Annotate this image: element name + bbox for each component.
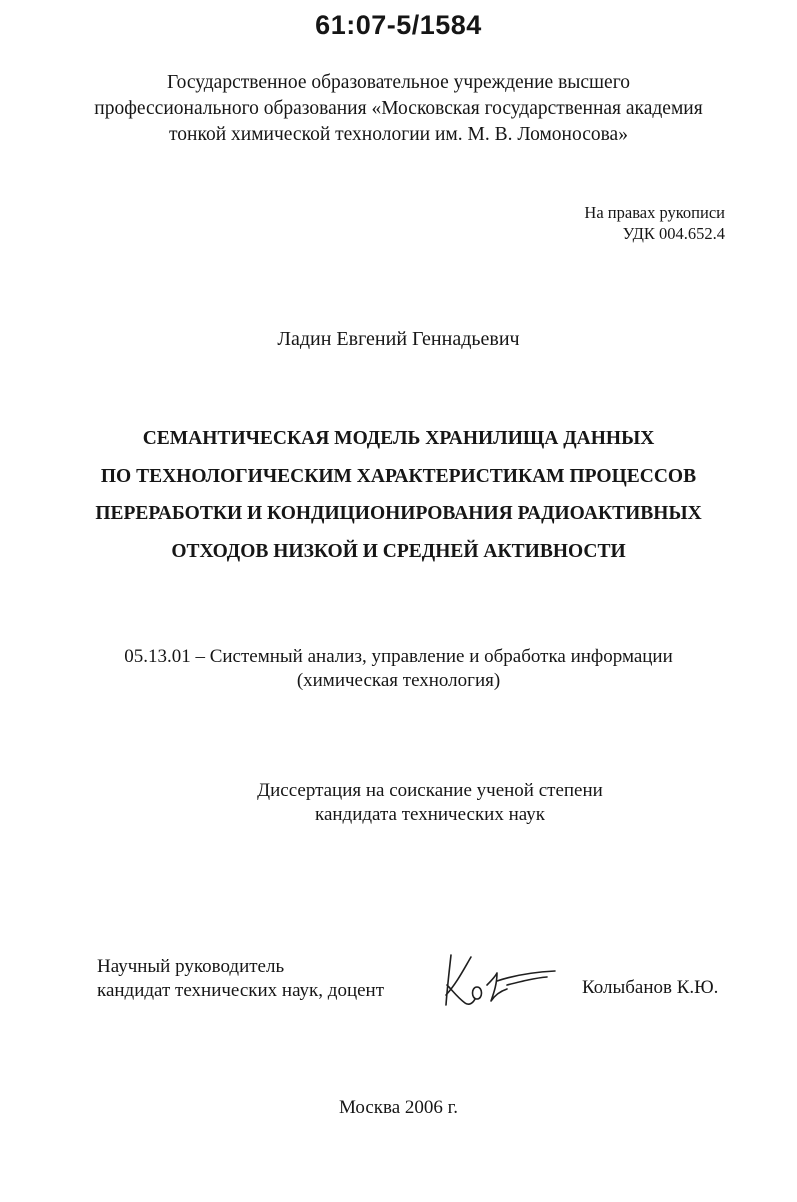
degree-line: кандидата технических наук	[315, 804, 545, 825]
specialty-field: (химическая технология)	[296, 670, 501, 691]
archive-code: 61:07-5/1584	[315, 10, 482, 40]
udk-code: УДК 004.652.4	[622, 224, 725, 243]
institution-name	[0, 70, 797, 148]
manuscript-rights-block	[520, 202, 725, 244]
specialty-block	[0, 645, 797, 693]
supervisor-degree: кандидат технических наук, доцент	[97, 980, 385, 1001]
supervisor-block	[97, 955, 384, 1003]
city-year: Москва 2006 г.	[338, 1097, 459, 1118]
author-name: Ладин Евгений Геннадьевич	[277, 328, 520, 350]
dissertation-title	[0, 420, 797, 570]
dissertation-degree	[240, 779, 620, 827]
signature-icon	[435, 945, 565, 1015]
title-line: ПО ТЕХНОЛОГИЧЕСКИМ ХАРАКТЕРИСТИКАМ ПРОЦЕССОВ	[100, 465, 697, 487]
title-line: СЕМАНТИЧЕСКАЯ МОДЕЛЬ ХРАНИЛИЩА ДАННЫХ	[142, 428, 655, 449]
institution-line: профессионального образования «Московская государственная академия	[94, 98, 703, 119]
institution-line: тонкой химической технологии им. М. В. Ломоносова»	[169, 124, 628, 145]
specialty-code: 05.13.01 – Системный анализ, управление и обработка информации	[124, 646, 673, 667]
supervisor-role: Научный руководитель	[97, 956, 285, 977]
institution-line: Государственное образовательное учреждение высшего	[167, 72, 630, 93]
manuscript-rights: На правах рукописи	[584, 203, 725, 222]
degree-line: Диссертация на соискание ученой степени	[257, 780, 603, 801]
supervisor-name: Колыбанов К.Ю.	[582, 977, 719, 998]
title-line: ПЕРЕРАБОТКИ И КОНДИЦИОНИРОВАНИЯ РАДИОАКТИВНЫХ	[95, 503, 702, 524]
title-line: ОТХОДОВ НИЗКОЙ И СРЕДНЕЙ АКТИВНОСТИ	[171, 540, 626, 562]
